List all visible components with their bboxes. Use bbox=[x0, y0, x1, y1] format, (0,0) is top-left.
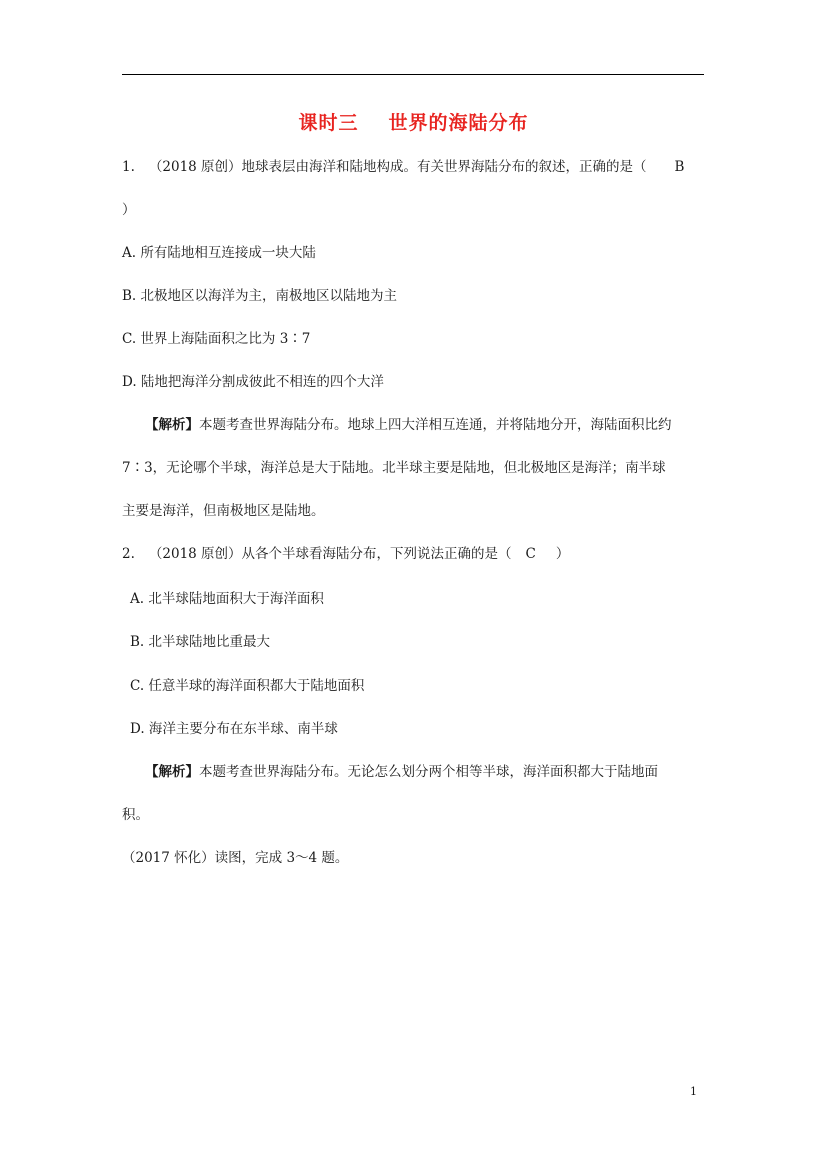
title-topic: 世界的海陆分布 bbox=[388, 112, 529, 134]
question-1-analysis-line-1 bbox=[145, 416, 672, 434]
question-2-close: ） bbox=[555, 546, 570, 562]
question-2-stem bbox=[122, 545, 569, 563]
question-2-answer: C bbox=[525, 546, 536, 562]
question-2-option-a: A. 北半球陆地面积大于海洋面积 bbox=[130, 591, 324, 607]
question-1-analysis-line-3: 主要是海洋，但南极地区是陆地。 bbox=[122, 503, 325, 519]
page-number: 1 bbox=[690, 1085, 697, 1098]
question-1-option-a: A. 所有陆地相互连接成一块大陆 bbox=[122, 245, 316, 261]
question-1-answer: B bbox=[674, 159, 685, 175]
question-1-analysis-text-1: 本题考查世界海陆分布。地球上四大洋相互连通，并将陆地分开，海陆面积比约 bbox=[199, 417, 672, 433]
question-3-4-intro: （2017 怀化）读图，完成 3～4 题。 bbox=[122, 850, 349, 866]
question-1-text: 地球表层由海洋和陆地构成。有关世界海陆分布的叙述，正确的是（ bbox=[241, 159, 647, 175]
question-2-analysis-line-1 bbox=[145, 763, 658, 781]
question-2-option-d: D. 海洋主要分布在东半球、南半球 bbox=[130, 721, 338, 737]
question-2-analysis-tag: 【解析】 bbox=[145, 764, 199, 780]
page-title bbox=[0, 108, 827, 135]
question-2-text: 从各个半球看海陆分布，下列说法正确的是（ bbox=[241, 546, 512, 562]
title-lesson: 课时三 bbox=[298, 112, 359, 134]
question-1-option-c: C. 世界上海陆面积之比为 3∶7 bbox=[122, 331, 311, 347]
question-2-option-b: B. 北半球陆地比重最大 bbox=[130, 634, 271, 650]
header-rule bbox=[122, 74, 704, 75]
question-2-number: 2. bbox=[122, 546, 135, 562]
question-2-analysis-text-1: 本题考查世界海陆分布。无论怎么划分两个相等半球，海洋面积都大于陆地面 bbox=[199, 764, 658, 780]
question-1-close: ） bbox=[122, 202, 136, 218]
question-2-option-c: C. 任意半球的海洋面积都大于陆地面积 bbox=[130, 678, 365, 694]
question-1-analysis-line-2: 7∶3，无论哪个半球，海洋总是大于陆地。北半球主要是陆地，但北极地区是海洋；南半球 bbox=[122, 460, 666, 476]
question-1-source: （2018 原创） bbox=[148, 159, 242, 175]
question-1-stem bbox=[122, 158, 684, 176]
question-1-number: 1. bbox=[122, 159, 135, 175]
question-2-analysis-line-2: 积。 bbox=[122, 807, 149, 823]
question-1-option-d: D. 陆地把海洋分割成彼此不相连的四个大洋 bbox=[122, 374, 384, 390]
question-2-source: （2018 原创） bbox=[148, 546, 242, 562]
question-1-option-b: B. 北极地区以海洋为主，南极地区以陆地为主 bbox=[122, 288, 398, 304]
question-1-analysis-tag: 【解析】 bbox=[145, 417, 199, 433]
